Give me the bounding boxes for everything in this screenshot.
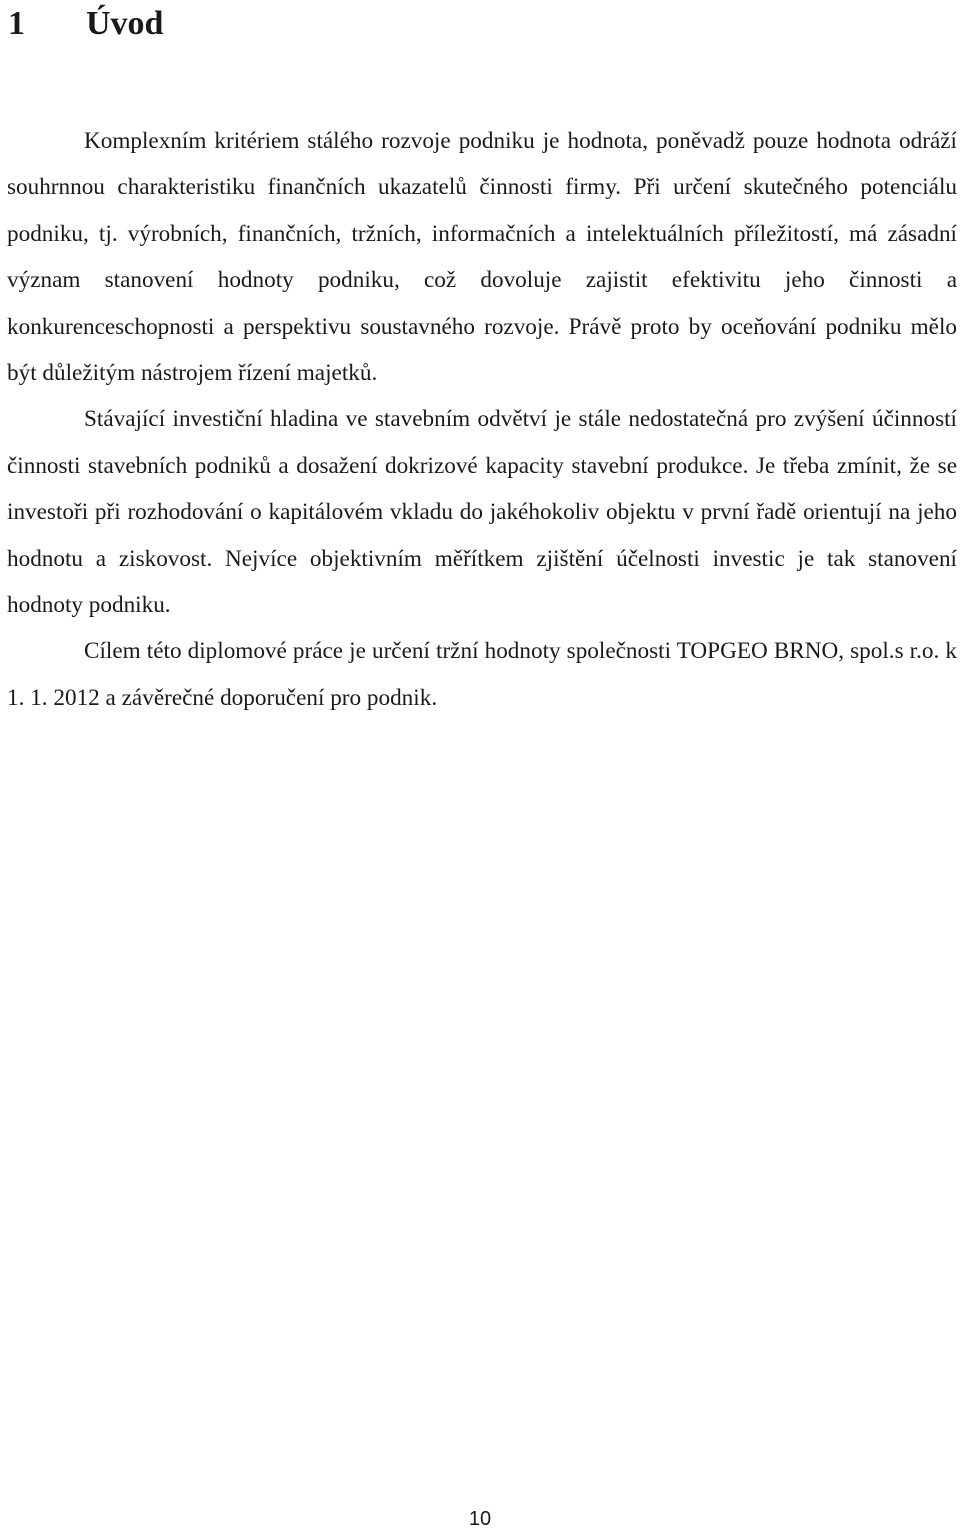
chapter-number: 1 [8, 5, 25, 42]
chapter-heading [8, 2, 163, 46]
paragraph-investment: Stávající investiční hladina ve stavebním odvětví je stále nedostatečná pro zvýšení účinností činnosti stavebních podniků a dosažení dokrizové kapacity stavební produkce. Je třeba zmínit, že se investoři při rozhodování o kapitálovém vkladu do jakéhokoliv objektu v první řadě orientují na jeho hodnotu a ziskovost. Nejvíce objektivním měřítkem zjištění účelnosti investic je tak stanovení hodnoty podniku. [7, 406, 957, 619]
chapter-title: Úvod [86, 5, 164, 42]
body-text [7, 118, 957, 721]
paragraph-goal: Cílem této diplomové práce je určení tržní hodnoty společnosti TOPGEO BRNO, spol.s r.o. k 1. 1. 2012 a závěrečné doporučení pro podnik. [7, 638, 957, 711]
page-number: 10 [468, 1508, 492, 1530]
paragraph-intro: Komplexním kritériem stálého rozvoje podniku je hodnota, poněvadž pouze hodnota odráží souhrnnou charakteristiku finančních ukazatelů činnosti firmy. Při určení skutečného potenciálu podniku, tj. výrobních, finančních, tržních, informačních a intelektuálních příležitostí, má zásadní význam stanovení hodnoty podniku, což dovoluje zajistit efektivitu jeho činnosti a konkurenceschopnosti a perspektivu soustavného rozvoje. Právě proto by oceňování podniku mělo být důležitým nástrojem řízení majetků. [7, 128, 957, 387]
